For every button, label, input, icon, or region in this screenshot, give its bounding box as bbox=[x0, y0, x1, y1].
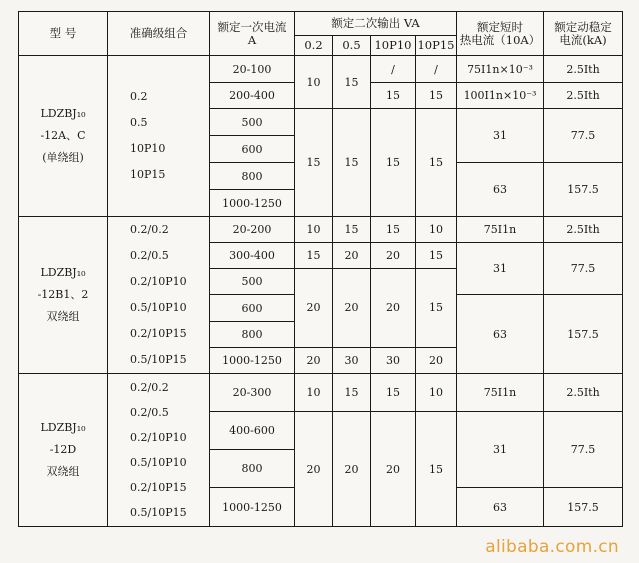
thermal-cell: 31 bbox=[457, 243, 544, 295]
va-cell: 15 bbox=[416, 109, 457, 217]
header-dynamic-current: 额定动稳定 电流(kA) bbox=[544, 12, 623, 56]
thermal-cell: 63 bbox=[457, 488, 544, 527]
model-cell: LDZBJ₁₀ -12A、C (单绕组) bbox=[19, 56, 108, 217]
va-cell: 15 bbox=[371, 83, 416, 109]
va-cell: 15 bbox=[371, 374, 416, 412]
va-cell: 20 bbox=[295, 268, 333, 347]
accuracy-cell: 0.2 0.5 10P10 10P15 bbox=[108, 56, 210, 217]
va-cell: 20 bbox=[295, 412, 333, 527]
va-cell: 20 bbox=[295, 348, 333, 374]
header-thermal-current: 额定短时 热电流（10A） bbox=[457, 12, 544, 56]
va-cell: 15 bbox=[333, 217, 371, 243]
current-cell: 500 bbox=[210, 268, 295, 295]
thermal-cell: 75I1n bbox=[457, 374, 544, 412]
va-cell: 15 bbox=[371, 109, 416, 217]
header-accuracy: 准确级组合 bbox=[108, 12, 210, 56]
current-cell: 200-400 bbox=[210, 83, 295, 109]
va-cell: 15 bbox=[295, 109, 333, 217]
va-cell: 30 bbox=[333, 348, 371, 374]
model-cell: LDZBJ₁₀ -12B1、2 双绕组 bbox=[19, 217, 108, 374]
current-cell: 600 bbox=[210, 295, 295, 322]
va-cell: 10 bbox=[416, 217, 457, 243]
header-secondary-output: 额定二次输出 VA bbox=[295, 12, 457, 36]
thermal-cell: 31 bbox=[457, 412, 544, 488]
dynamic-cell: 2.5Ith bbox=[544, 217, 623, 243]
va-cell: 20 bbox=[333, 268, 371, 347]
va-cell: 10 bbox=[295, 56, 333, 109]
current-cell: 300-400 bbox=[210, 243, 295, 269]
current-cell: 600 bbox=[210, 136, 295, 163]
va-cell: 10 bbox=[416, 374, 457, 412]
va-cell: 15 bbox=[416, 243, 457, 269]
va-cell: 20 bbox=[416, 348, 457, 374]
thermal-cell: 75I1n×10⁻³ bbox=[457, 56, 544, 83]
va-cell: 30 bbox=[371, 348, 416, 374]
current-cell: 20-100 bbox=[210, 56, 295, 83]
va-cell: 15 bbox=[371, 217, 416, 243]
va-cell: 20 bbox=[333, 243, 371, 269]
va-cell: 20 bbox=[333, 412, 371, 527]
current-cell: 20-200 bbox=[210, 217, 295, 243]
thermal-cell: 31 bbox=[457, 109, 544, 163]
thermal-cell: 100I1n×10⁻³ bbox=[457, 83, 544, 109]
dynamic-cell: 77.5 bbox=[544, 412, 623, 488]
va-cell: / bbox=[371, 56, 416, 83]
va-cell: / bbox=[416, 56, 457, 83]
accuracy-cell: 0.2/0.2 0.2/0.5 0.2/10P10 0.5/10P10 0.2/10P15 0.5/10P15 bbox=[108, 217, 210, 374]
watermark-text: alibaba.com.cn bbox=[485, 537, 619, 557]
dynamic-cell: 157.5 bbox=[544, 295, 623, 374]
dynamic-cell: 2.5Ith bbox=[544, 56, 623, 83]
va-cell: 15 bbox=[333, 56, 371, 109]
va-cell: 15 bbox=[416, 412, 457, 527]
dynamic-cell: 2.5Ith bbox=[544, 374, 623, 412]
current-cell: 800 bbox=[210, 450, 295, 488]
current-cell: 400-600 bbox=[210, 412, 295, 450]
va-cell: 15 bbox=[333, 374, 371, 412]
va-cell: 20 bbox=[371, 268, 416, 347]
dynamic-cell: 77.5 bbox=[544, 109, 623, 163]
thermal-cell: 63 bbox=[457, 295, 544, 374]
va-cell: 15 bbox=[416, 268, 457, 347]
dynamic-cell: 157.5 bbox=[544, 488, 623, 527]
accuracy-cell: 0.2/0.2 0.2/0.5 0.2/10P10 0.5/10P10 0.2/10P15 0.5/10P15 bbox=[108, 374, 210, 527]
header-primary-current: 额定一次电流 A bbox=[210, 12, 295, 56]
current-cell: 1000-1250 bbox=[210, 348, 295, 374]
va-cell: 10 bbox=[295, 374, 333, 412]
thermal-cell: 63 bbox=[457, 163, 544, 217]
current-cell: 800 bbox=[210, 322, 295, 348]
dynamic-cell: 2.5Ith bbox=[544, 83, 623, 109]
header-model: 型 号 bbox=[19, 12, 108, 56]
dynamic-cell: 157.5 bbox=[544, 163, 623, 217]
va-cell: 20 bbox=[371, 243, 416, 269]
va-cell: 10 bbox=[295, 217, 333, 243]
current-cell: 1000-1250 bbox=[210, 190, 295, 217]
va-cell: 15 bbox=[333, 109, 371, 217]
header-va-0.5: 0.5 bbox=[333, 36, 371, 56]
header-va-10p15: 10P15 bbox=[416, 36, 457, 56]
current-cell: 1000-1250 bbox=[210, 488, 295, 527]
current-cell: 20-300 bbox=[210, 374, 295, 412]
thermal-cell: 75I1n bbox=[457, 217, 544, 243]
current-cell: 500 bbox=[210, 109, 295, 136]
va-cell: 20 bbox=[371, 412, 416, 527]
model-cell: LDZBJ₁₀ -12D 双绕组 bbox=[19, 374, 108, 527]
header-va-10p10: 10P10 bbox=[371, 36, 416, 56]
header-va-0.2: 0.2 bbox=[295, 36, 333, 56]
va-cell: 15 bbox=[295, 243, 333, 269]
dynamic-cell: 77.5 bbox=[544, 243, 623, 295]
va-cell: 15 bbox=[416, 83, 457, 109]
spec-table bbox=[18, 11, 623, 527]
current-cell: 800 bbox=[210, 163, 295, 190]
